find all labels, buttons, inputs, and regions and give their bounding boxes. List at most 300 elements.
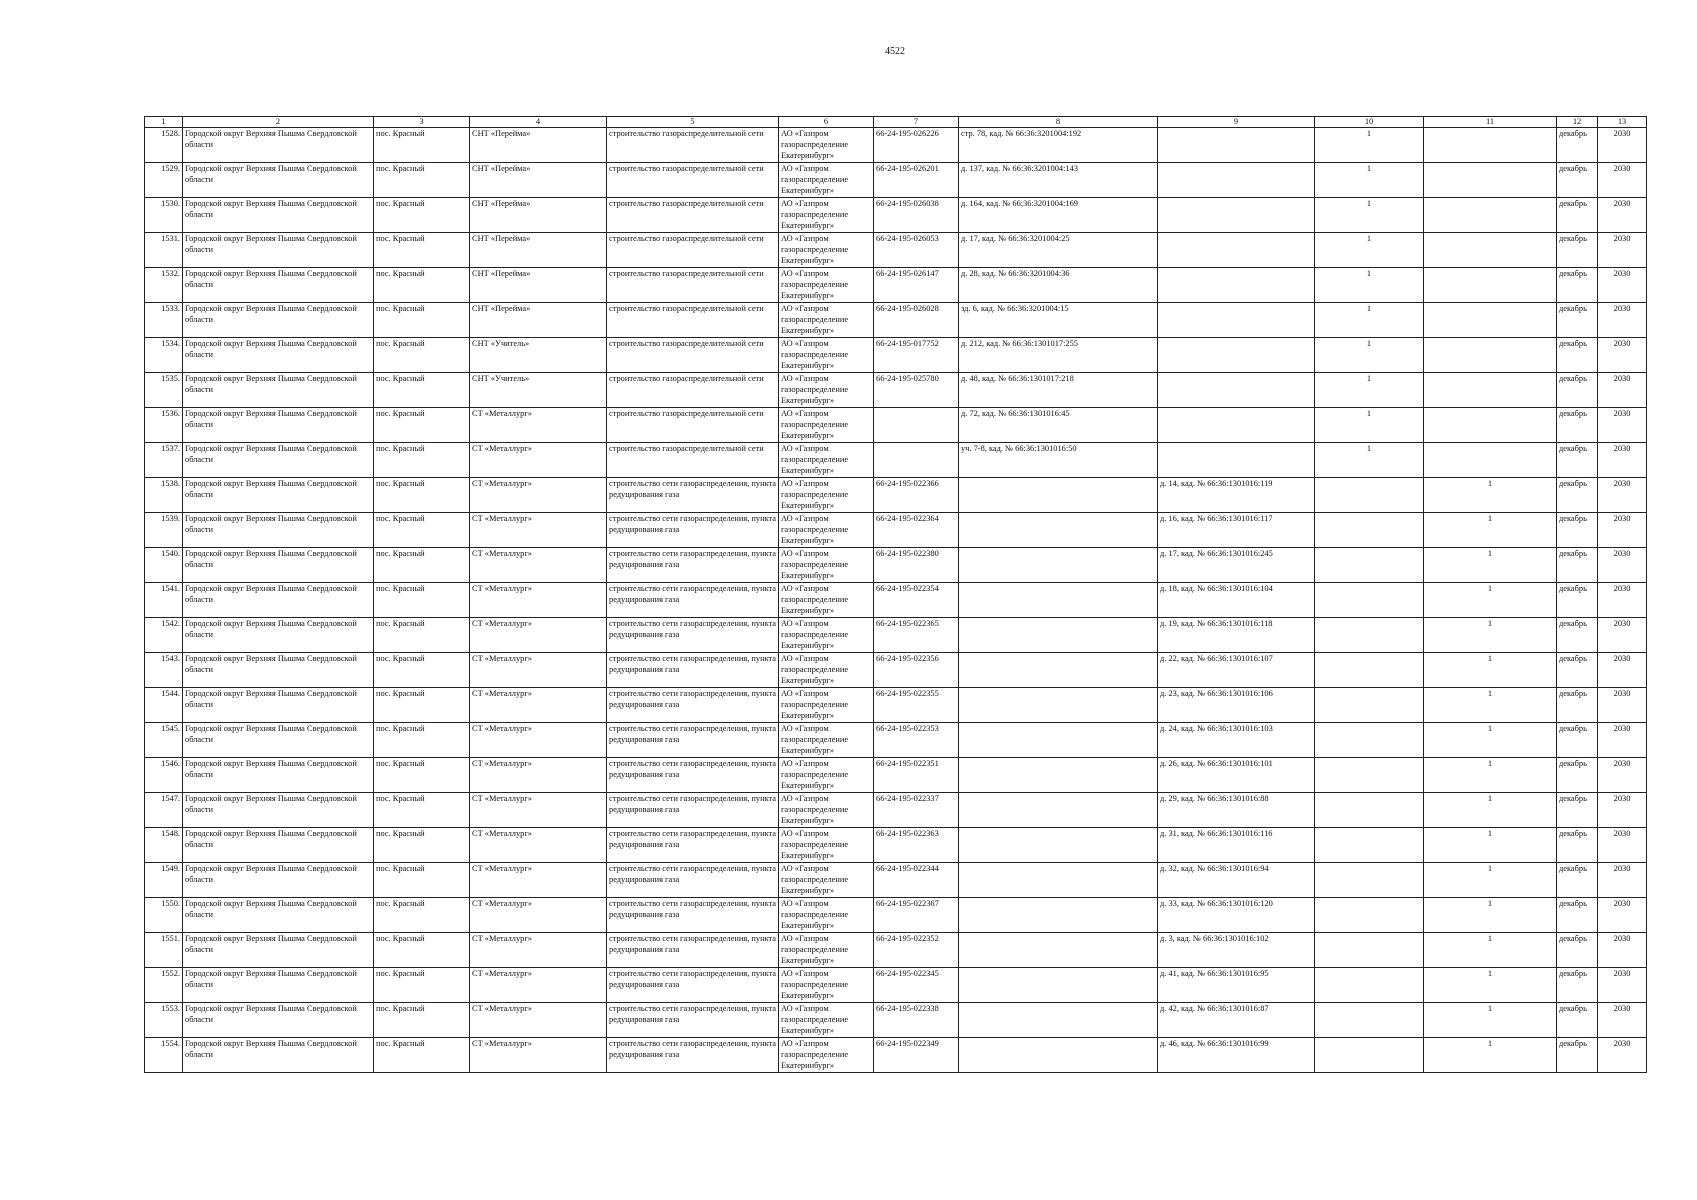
- table-cell-col-6: АО «Газпром газораспределение Екатеринбург»: [779, 933, 874, 968]
- table-cell-col-3: пос. Красный: [374, 618, 470, 653]
- table-row: [145, 268, 1647, 303]
- table-cell-col-10: [1315, 513, 1424, 548]
- table-cell-col-9: д. 29, кад. № 66:36:1301016:88: [1158, 793, 1315, 828]
- table-cell-col-7: 66-24-195-022356: [874, 653, 959, 688]
- table-cell-col-2: Городской округ Верхняя Пышма Свердловской области: [183, 583, 374, 618]
- table-cell-col-8: [959, 793, 1158, 828]
- table-cell-col-11: 1: [1424, 618, 1557, 653]
- table-cell-col-4: СТ «Металлург»: [470, 758, 607, 793]
- table-cell-col-1: 1531.: [145, 233, 183, 268]
- table-cell-col-7: 66-24-195-022365: [874, 618, 959, 653]
- table-cell-col-11: [1424, 443, 1557, 478]
- table-cell-col-10: 1: [1315, 233, 1424, 268]
- table-cell-col-6: АО «Газпром газораспределение Екатеринбург»: [779, 898, 874, 933]
- table-cell-col-10: [1315, 1038, 1424, 1073]
- table-cell-col-9: д. 33, кад. № 66:36:1301016:120: [1158, 898, 1315, 933]
- table-cell-col-10: 1: [1315, 408, 1424, 443]
- table-cell-col-12: декабрь: [1557, 373, 1598, 408]
- table-cell-col-8: д. 17, кад. № 66:36:3201004:25: [959, 233, 1158, 268]
- table-row: [145, 898, 1647, 933]
- table-cell-col-6: АО «Газпром газораспределение Екатеринбург»: [779, 1038, 874, 1073]
- table-cell-col-2: Городской округ Верхняя Пышма Свердловской области: [183, 338, 374, 373]
- table-cell-col-13: 2030: [1598, 303, 1647, 338]
- table-cell-col-1: 1549.: [145, 863, 183, 898]
- table-cell-col-1: 1534.: [145, 338, 183, 373]
- table-cell-col-3: пос. Красный: [374, 233, 470, 268]
- table-cell-col-2: Городской округ Верхняя Пышма Свердловской области: [183, 548, 374, 583]
- table-cell-col-2: Городской округ Верхняя Пышма Свердловской области: [183, 1038, 374, 1073]
- table-cell-col-13: 2030: [1598, 933, 1647, 968]
- column-header-1: 1: [145, 117, 183, 128]
- table-cell-col-6: АО «Газпром газораспределение Екатеринбург»: [779, 268, 874, 303]
- table-cell-col-10: 1: [1315, 163, 1424, 198]
- table-cell-col-11: [1424, 233, 1557, 268]
- table-cell-col-3: пос. Красный: [374, 478, 470, 513]
- column-header-10: 10: [1315, 117, 1424, 128]
- table-cell-col-5: строительство сети газораспределения, пункта редуцирования газа: [607, 828, 779, 863]
- table-cell-col-12: декабрь: [1557, 513, 1598, 548]
- table-cell-col-1: 1553.: [145, 1003, 183, 1038]
- table-cell-col-7: 66-24-195-022337: [874, 793, 959, 828]
- table-cell-col-4: СТ «Металлург»: [470, 793, 607, 828]
- table-cell-col-12: декабрь: [1557, 758, 1598, 793]
- page-number: 4522: [885, 46, 905, 57]
- table-cell-col-3: пос. Красный: [374, 443, 470, 478]
- table-cell-col-13: 2030: [1598, 1003, 1647, 1038]
- table-cell-col-11: 1: [1424, 793, 1557, 828]
- table-cell-col-12: декабрь: [1557, 898, 1598, 933]
- column-header-11: 11: [1424, 117, 1557, 128]
- table-cell-col-3: пос. Красный: [374, 723, 470, 758]
- table-cell-col-7: 66-24-195-026147: [874, 268, 959, 303]
- table-cell-col-10: 1: [1315, 128, 1424, 163]
- table-cell-col-6: АО «Газпром газораспределение Екатеринбург»: [779, 478, 874, 513]
- table-cell-col-12: декабрь: [1557, 198, 1598, 233]
- table-cell-col-11: 1: [1424, 548, 1557, 583]
- table-header-row: [145, 117, 1647, 128]
- table-cell-col-11: [1424, 303, 1557, 338]
- table-cell-col-8: [959, 548, 1158, 583]
- table-cell-col-7: 66-24-195-022338: [874, 1003, 959, 1038]
- table-cell-col-6: АО «Газпром газораспределение Екатеринбург»: [779, 1003, 874, 1038]
- table-cell-col-11: [1424, 198, 1557, 233]
- table-cell-col-5: строительство газораспределительной сети: [607, 128, 779, 163]
- table-cell-col-13: 2030: [1598, 758, 1647, 793]
- table-cell-col-3: пос. Красный: [374, 338, 470, 373]
- table-cell-col-13: 2030: [1598, 198, 1647, 233]
- table-cell-col-2: Городской округ Верхняя Пышма Свердловской области: [183, 863, 374, 898]
- table-cell-col-11: 1: [1424, 1038, 1557, 1073]
- table-cell-col-5: строительство сети газораспределения, пункта редуцирования газа: [607, 968, 779, 1003]
- table-cell-col-6: АО «Газпром газораспределение Екатеринбург»: [779, 373, 874, 408]
- table-cell-col-8: уч. 7-8, кад. № 66:36:1301016:50: [959, 443, 1158, 478]
- table-cell-col-9: [1158, 128, 1315, 163]
- table-cell-col-5: строительство сети газораспределения, пункта редуцирования газа: [607, 618, 779, 653]
- table-cell-col-11: 1: [1424, 513, 1557, 548]
- table-cell-col-9: д. 14, кад. № 66:36:1301016:119: [1158, 478, 1315, 513]
- table-cell-col-10: [1315, 933, 1424, 968]
- table-cell-col-7: 66-24-195-022366: [874, 478, 959, 513]
- table-cell-col-9: д. 18, кад. № 66:36:1301016:104: [1158, 583, 1315, 618]
- table-cell-col-8: [959, 478, 1158, 513]
- table-cell-col-11: 1: [1424, 583, 1557, 618]
- table-cell-col-9: [1158, 408, 1315, 443]
- table-cell-col-13: 2030: [1598, 233, 1647, 268]
- table-cell-col-4: СНТ «Перейма»: [470, 128, 607, 163]
- table-row: [145, 1038, 1647, 1073]
- table-cell-col-3: пос. Красный: [374, 303, 470, 338]
- table-cell-col-4: СТ «Металлург»: [470, 478, 607, 513]
- table-cell-col-2: Городской округ Верхняя Пышма Свердловской области: [183, 1003, 374, 1038]
- table-row: [145, 583, 1647, 618]
- table-cell-col-6: АО «Газпром газораспределение Екатеринбург»: [779, 548, 874, 583]
- table-cell-col-3: пос. Красный: [374, 688, 470, 723]
- table-row: [145, 128, 1647, 163]
- table-cell-col-12: декабрь: [1557, 548, 1598, 583]
- table-cell-col-13: 2030: [1598, 688, 1647, 723]
- table-cell-col-1: 1546.: [145, 758, 183, 793]
- table-cell-col-8: стр. 78, кад. № 66:36:3201004:192: [959, 128, 1158, 163]
- table-cell-col-1: 1537.: [145, 443, 183, 478]
- table-cell-col-11: [1424, 128, 1557, 163]
- table-cell-col-11: 1: [1424, 828, 1557, 863]
- table-cell-col-11: 1: [1424, 478, 1557, 513]
- table-cell-col-7: 66-24-195-026226: [874, 128, 959, 163]
- table-cell-col-7: [874, 443, 959, 478]
- table-cell-col-13: 2030: [1598, 968, 1647, 1003]
- table-cell-col-4: СТ «Металлург»: [470, 933, 607, 968]
- table-cell-col-5: строительство сети газораспределения, пункта редуцирования газа: [607, 1003, 779, 1038]
- table-cell-col-6: АО «Газпром газораспределение Екатеринбург»: [779, 303, 874, 338]
- table-cell-col-3: пос. Красный: [374, 653, 470, 688]
- table-row: [145, 338, 1647, 373]
- table-cell-col-4: СТ «Металлург»: [470, 1038, 607, 1073]
- table-cell-col-10: 1: [1315, 443, 1424, 478]
- table-cell-col-3: пос. Красный: [374, 793, 470, 828]
- table-cell-col-9: д. 46, кад. № 66:36:1301016:99: [1158, 1038, 1315, 1073]
- table-cell-col-6: АО «Газпром газораспределение Екатеринбург»: [779, 198, 874, 233]
- table-cell-col-12: декабрь: [1557, 863, 1598, 898]
- table-cell-col-11: [1424, 373, 1557, 408]
- table-cell-col-1: 1532.: [145, 268, 183, 303]
- table-row: [145, 408, 1647, 443]
- table-cell-col-3: пос. Красный: [374, 128, 470, 163]
- table-cell-col-9: д. 24, кад. № 66:36:1301016:103: [1158, 723, 1315, 758]
- column-header-7: 7: [874, 117, 959, 128]
- table-cell-col-4: СНТ «Перейма»: [470, 303, 607, 338]
- table-cell-col-12: декабрь: [1557, 443, 1598, 478]
- table-cell-col-12: декабрь: [1557, 793, 1598, 828]
- table-cell-col-3: пос. Красный: [374, 828, 470, 863]
- table-cell-col-12: декабрь: [1557, 338, 1598, 373]
- table-cell-col-1: 1528.: [145, 128, 183, 163]
- table-cell-col-2: Городской округ Верхняя Пышма Свердловской области: [183, 303, 374, 338]
- table-cell-col-4: СНТ «Учитель»: [470, 373, 607, 408]
- table-cell-col-1: 1551.: [145, 933, 183, 968]
- table-cell-col-13: 2030: [1598, 128, 1647, 163]
- table-cell-col-3: пос. Красный: [374, 373, 470, 408]
- table-row: [145, 618, 1647, 653]
- table-cell-col-7: 66-24-195-026053: [874, 233, 959, 268]
- table-cell-col-8: [959, 933, 1158, 968]
- table-cell-col-4: СТ «Металлург»: [470, 408, 607, 443]
- table-cell-col-10: [1315, 828, 1424, 863]
- table-cell-col-2: Городской округ Верхняя Пышма Свердловской области: [183, 618, 374, 653]
- table-cell-col-5: строительство сети газораспределения, пункта редуцирования газа: [607, 513, 779, 548]
- table-cell-col-12: декабрь: [1557, 233, 1598, 268]
- table-cell-col-1: 1552.: [145, 968, 183, 1003]
- table-cell-col-7: 66-24-195-022367: [874, 898, 959, 933]
- table-cell-col-8: [959, 898, 1158, 933]
- table-cell-col-8: д. 72, кад. № 66:36:1301016:45: [959, 408, 1158, 443]
- table-cell-col-3: пос. Красный: [374, 1003, 470, 1038]
- table-cell-col-5: строительство сети газораспределения, пункта редуцирования газа: [607, 548, 779, 583]
- table-cell-col-6: АО «Газпром газораспределение Екатеринбург»: [779, 793, 874, 828]
- table-cell-col-11: 1: [1424, 1003, 1557, 1038]
- table-cell-col-10: 1: [1315, 268, 1424, 303]
- table-row: [145, 513, 1647, 548]
- table-row: [145, 793, 1647, 828]
- table-row: [145, 863, 1647, 898]
- table-cell-col-2: Городской округ Верхняя Пышма Свердловской области: [183, 933, 374, 968]
- table-cell-col-5: строительство сети газораспределения, пункта редуцирования газа: [607, 758, 779, 793]
- table-cell-col-5: строительство сети газораспределения, пункта редуцирования газа: [607, 723, 779, 758]
- table-cell-col-10: [1315, 898, 1424, 933]
- table-cell-col-2: Городской округ Верхняя Пышма Свердловской области: [183, 898, 374, 933]
- table-cell-col-5: строительство сети газораспределения, пункта редуцирования газа: [607, 898, 779, 933]
- table-cell-col-10: [1315, 793, 1424, 828]
- table-cell-col-13: 2030: [1598, 723, 1647, 758]
- table-cell-col-8: [959, 688, 1158, 723]
- table-cell-col-9: [1158, 163, 1315, 198]
- table-cell-col-10: [1315, 618, 1424, 653]
- table-cell-col-8: [959, 653, 1158, 688]
- table-cell-col-10: [1315, 723, 1424, 758]
- table-cell-col-12: декабрь: [1557, 583, 1598, 618]
- table-cell-col-8: [959, 1003, 1158, 1038]
- table-cell-col-6: АО «Газпром газораспределение Екатеринбург»: [779, 688, 874, 723]
- table-cell-col-7: 66-24-195-022355: [874, 688, 959, 723]
- table-cell-col-5: строительство газораспределительной сети: [607, 233, 779, 268]
- table-cell-col-8: [959, 758, 1158, 793]
- table-cell-col-5: строительство газораспределительной сети: [607, 373, 779, 408]
- table-cell-col-2: Городской округ Верхняя Пышма Свердловской области: [183, 828, 374, 863]
- table-cell-col-9: д. 3, кад. № 66:36:1301016:102: [1158, 933, 1315, 968]
- table-cell-col-7: 66-24-195-022353: [874, 723, 959, 758]
- table-cell-col-10: [1315, 583, 1424, 618]
- table-cell-col-3: пос. Красный: [374, 758, 470, 793]
- table-cell-col-4: СТ «Металлург»: [470, 828, 607, 863]
- table-cell-col-1: 1530.: [145, 198, 183, 233]
- table-cell-col-4: СТ «Металлург»: [470, 723, 607, 758]
- table-cell-col-12: декабрь: [1557, 478, 1598, 513]
- table-cell-col-1: 1535.: [145, 373, 183, 408]
- table-cell-col-3: пос. Красный: [374, 898, 470, 933]
- table-cell-col-7: 66-24-195-022363: [874, 828, 959, 863]
- table-cell-col-9: д. 31, кад. № 66:36:1301016:116: [1158, 828, 1315, 863]
- table-row: [145, 653, 1647, 688]
- table-cell-col-9: [1158, 338, 1315, 373]
- table-row: [145, 758, 1647, 793]
- table-cell-col-3: пос. Красный: [374, 1038, 470, 1073]
- table-row: [145, 828, 1647, 863]
- table-cell-col-9: д. 16, кад. № 66:36:1301016:117: [1158, 513, 1315, 548]
- table-cell-col-7: 66-24-195-022354: [874, 583, 959, 618]
- table-cell-col-2: Городской округ Верхняя Пышма Свердловской области: [183, 513, 374, 548]
- table-cell-col-2: Городской округ Верхняя Пышма Свердловской области: [183, 233, 374, 268]
- table-cell-col-3: пос. Красный: [374, 268, 470, 303]
- table-cell-col-6: АО «Газпром газораспределение Екатеринбург»: [779, 583, 874, 618]
- table-cell-col-8: [959, 513, 1158, 548]
- table-cell-col-1: 1543.: [145, 653, 183, 688]
- table-cell-col-7: 66-24-195-022352: [874, 933, 959, 968]
- table-cell-col-13: 2030: [1598, 1038, 1647, 1073]
- table-cell-col-1: 1540.: [145, 548, 183, 583]
- table-cell-col-1: 1536.: [145, 408, 183, 443]
- table-cell-col-4: СТ «Металлург»: [470, 968, 607, 1003]
- table-cell-col-1: 1544.: [145, 688, 183, 723]
- table-cell-col-7: 66-24-195-022349: [874, 1038, 959, 1073]
- table-cell-col-2: Городской округ Верхняя Пышма Свердловской области: [183, 128, 374, 163]
- table-cell-col-1: 1547.: [145, 793, 183, 828]
- table-cell-col-6: АО «Газпром газораспределение Екатеринбург»: [779, 338, 874, 373]
- table-cell-col-9: [1158, 373, 1315, 408]
- table-cell-col-1: 1538.: [145, 478, 183, 513]
- table-cell-col-7: 66-24-195-022380: [874, 548, 959, 583]
- table-cell-col-12: декабрь: [1557, 723, 1598, 758]
- table-cell-col-10: [1315, 548, 1424, 583]
- table-cell-col-2: Городской округ Верхняя Пышма Свердловской области: [183, 163, 374, 198]
- table-cell-col-13: 2030: [1598, 268, 1647, 303]
- table-row: [145, 548, 1647, 583]
- table-cell-col-9: [1158, 303, 1315, 338]
- table-cell-col-6: АО «Газпром газораспределение Екатеринбург»: [779, 863, 874, 898]
- table-cell-col-8: д. 212, кад. № 66:36:1301017:255: [959, 338, 1158, 373]
- table-cell-col-10: 1: [1315, 373, 1424, 408]
- table-cell-col-3: пос. Красный: [374, 968, 470, 1003]
- column-header-4: 4: [470, 117, 607, 128]
- table-cell-col-5: строительство сети газораспределения, пункта редуцирования газа: [607, 653, 779, 688]
- table-cell-col-2: Городской округ Верхняя Пышма Свердловской области: [183, 268, 374, 303]
- register-table: [144, 116, 1647, 1073]
- table-cell-col-7: 66-24-195-022345: [874, 968, 959, 1003]
- table-cell-col-4: СНТ «Перейма»: [470, 233, 607, 268]
- table-body: [145, 128, 1647, 1073]
- table-cell-col-13: 2030: [1598, 513, 1647, 548]
- table-cell-col-1: 1548.: [145, 828, 183, 863]
- table-cell-col-4: СНТ «Перейма»: [470, 268, 607, 303]
- table-cell-col-12: декабрь: [1557, 618, 1598, 653]
- table-cell-col-12: декабрь: [1557, 163, 1598, 198]
- table-cell-col-3: пос. Красный: [374, 163, 470, 198]
- table-cell-col-5: строительство газораспределительной сети: [607, 408, 779, 443]
- table-cell-col-10: 1: [1315, 338, 1424, 373]
- table-cell-col-5: строительство сети газораспределения, пункта редуцирования газа: [607, 933, 779, 968]
- column-header-12: 12: [1557, 117, 1598, 128]
- table-cell-col-12: декабрь: [1557, 1038, 1598, 1073]
- table-cell-col-7: 66-24-195-017752: [874, 338, 959, 373]
- table-cell-col-6: АО «Газпром газораспределение Екатеринбург»: [779, 968, 874, 1003]
- table-cell-col-11: [1424, 268, 1557, 303]
- table-cell-col-11: 1: [1424, 933, 1557, 968]
- table-cell-col-1: 1533.: [145, 303, 183, 338]
- table-cell-col-5: строительство газораспределительной сети: [607, 303, 779, 338]
- table-cell-col-11: [1424, 338, 1557, 373]
- table-cell-col-5: строительство газораспределительной сети: [607, 268, 779, 303]
- table-cell-col-7: [874, 408, 959, 443]
- table-row: [145, 233, 1647, 268]
- table-cell-col-9: [1158, 443, 1315, 478]
- table-cell-col-11: [1424, 408, 1557, 443]
- table-cell-col-1: 1529.: [145, 163, 183, 198]
- table-cell-col-4: СТ «Металлург»: [470, 863, 607, 898]
- table-cell-col-13: 2030: [1598, 583, 1647, 618]
- table-cell-col-13: 2030: [1598, 793, 1647, 828]
- table-cell-col-9: д. 19, кад. № 66:36:1301016:118: [1158, 618, 1315, 653]
- table-cell-col-12: декабрь: [1557, 933, 1598, 968]
- table-cell-col-9: д. 42, кад. № 66:36:1301016:87: [1158, 1003, 1315, 1038]
- table-cell-col-1: 1545.: [145, 723, 183, 758]
- table-cell-col-4: СТ «Металлург»: [470, 618, 607, 653]
- table-row: [145, 303, 1647, 338]
- table-cell-col-8: [959, 828, 1158, 863]
- table-cell-col-4: СТ «Металлург»: [470, 513, 607, 548]
- column-header-9: 9: [1158, 117, 1315, 128]
- table-cell-col-3: пос. Красный: [374, 583, 470, 618]
- table-cell-col-5: строительство сети газораспределения, пункта редуцирования газа: [607, 583, 779, 618]
- table-row: [145, 1003, 1647, 1038]
- column-header-13: 13: [1598, 117, 1647, 128]
- table-cell-col-8: д. 48, кад. № 66:36:1301017:218: [959, 373, 1158, 408]
- table-cell-col-9: д. 41, кад. № 66:36:1301016:95: [1158, 968, 1315, 1003]
- table-cell-col-1: 1554.: [145, 1038, 183, 1073]
- table-row: [145, 443, 1647, 478]
- table-cell-col-7: 66-24-195-022351: [874, 758, 959, 793]
- table-cell-col-6: АО «Газпром газораспределение Екатеринбург»: [779, 233, 874, 268]
- table-cell-col-4: СТ «Металлург»: [470, 583, 607, 618]
- table-cell-col-6: АО «Газпром газораспределение Екатеринбург»: [779, 828, 874, 863]
- table-cell-col-5: строительство газораспределительной сети: [607, 163, 779, 198]
- table-cell-col-13: 2030: [1598, 163, 1647, 198]
- table-cell-col-11: 1: [1424, 688, 1557, 723]
- table-cell-col-9: д. 26, кад. № 66:36:1301016:101: [1158, 758, 1315, 793]
- column-header-8: 8: [959, 117, 1158, 128]
- table-cell-col-9: [1158, 233, 1315, 268]
- table-cell-col-12: декабрь: [1557, 968, 1598, 1003]
- table-cell-col-7: 66-24-195-022364: [874, 513, 959, 548]
- table-cell-col-10: [1315, 653, 1424, 688]
- table-cell-col-9: [1158, 198, 1315, 233]
- table-cell-col-13: 2030: [1598, 373, 1647, 408]
- column-header-2: 2: [183, 117, 374, 128]
- table-cell-col-4: СТ «Металлург»: [470, 548, 607, 583]
- table-cell-col-6: АО «Газпром газораспределение Екатеринбург»: [779, 618, 874, 653]
- table-cell-col-1: 1541.: [145, 583, 183, 618]
- table-cell-col-2: Городской округ Верхняя Пышма Свердловской области: [183, 653, 374, 688]
- table-cell-col-8: зд. 6, кад. № 66:36:3201004:15: [959, 303, 1158, 338]
- table-cell-col-9: д. 17, кад. № 66:36:1301016:245: [1158, 548, 1315, 583]
- table-cell-col-13: 2030: [1598, 548, 1647, 583]
- table-cell-col-6: АО «Газпром газораспределение Екатеринбург»: [779, 408, 874, 443]
- table-cell-col-1: 1542.: [145, 618, 183, 653]
- table-cell-col-4: СТ «Металлург»: [470, 653, 607, 688]
- table-cell-col-8: д. 28, кад. № 66:36:3201004:36: [959, 268, 1158, 303]
- table-cell-col-8: [959, 968, 1158, 1003]
- table-cell-col-5: строительство газораспределительной сети: [607, 198, 779, 233]
- table-cell-col-13: 2030: [1598, 653, 1647, 688]
- table-cell-col-6: АО «Газпром газораспределение Екатеринбург»: [779, 513, 874, 548]
- table-cell-col-3: пос. Красный: [374, 548, 470, 583]
